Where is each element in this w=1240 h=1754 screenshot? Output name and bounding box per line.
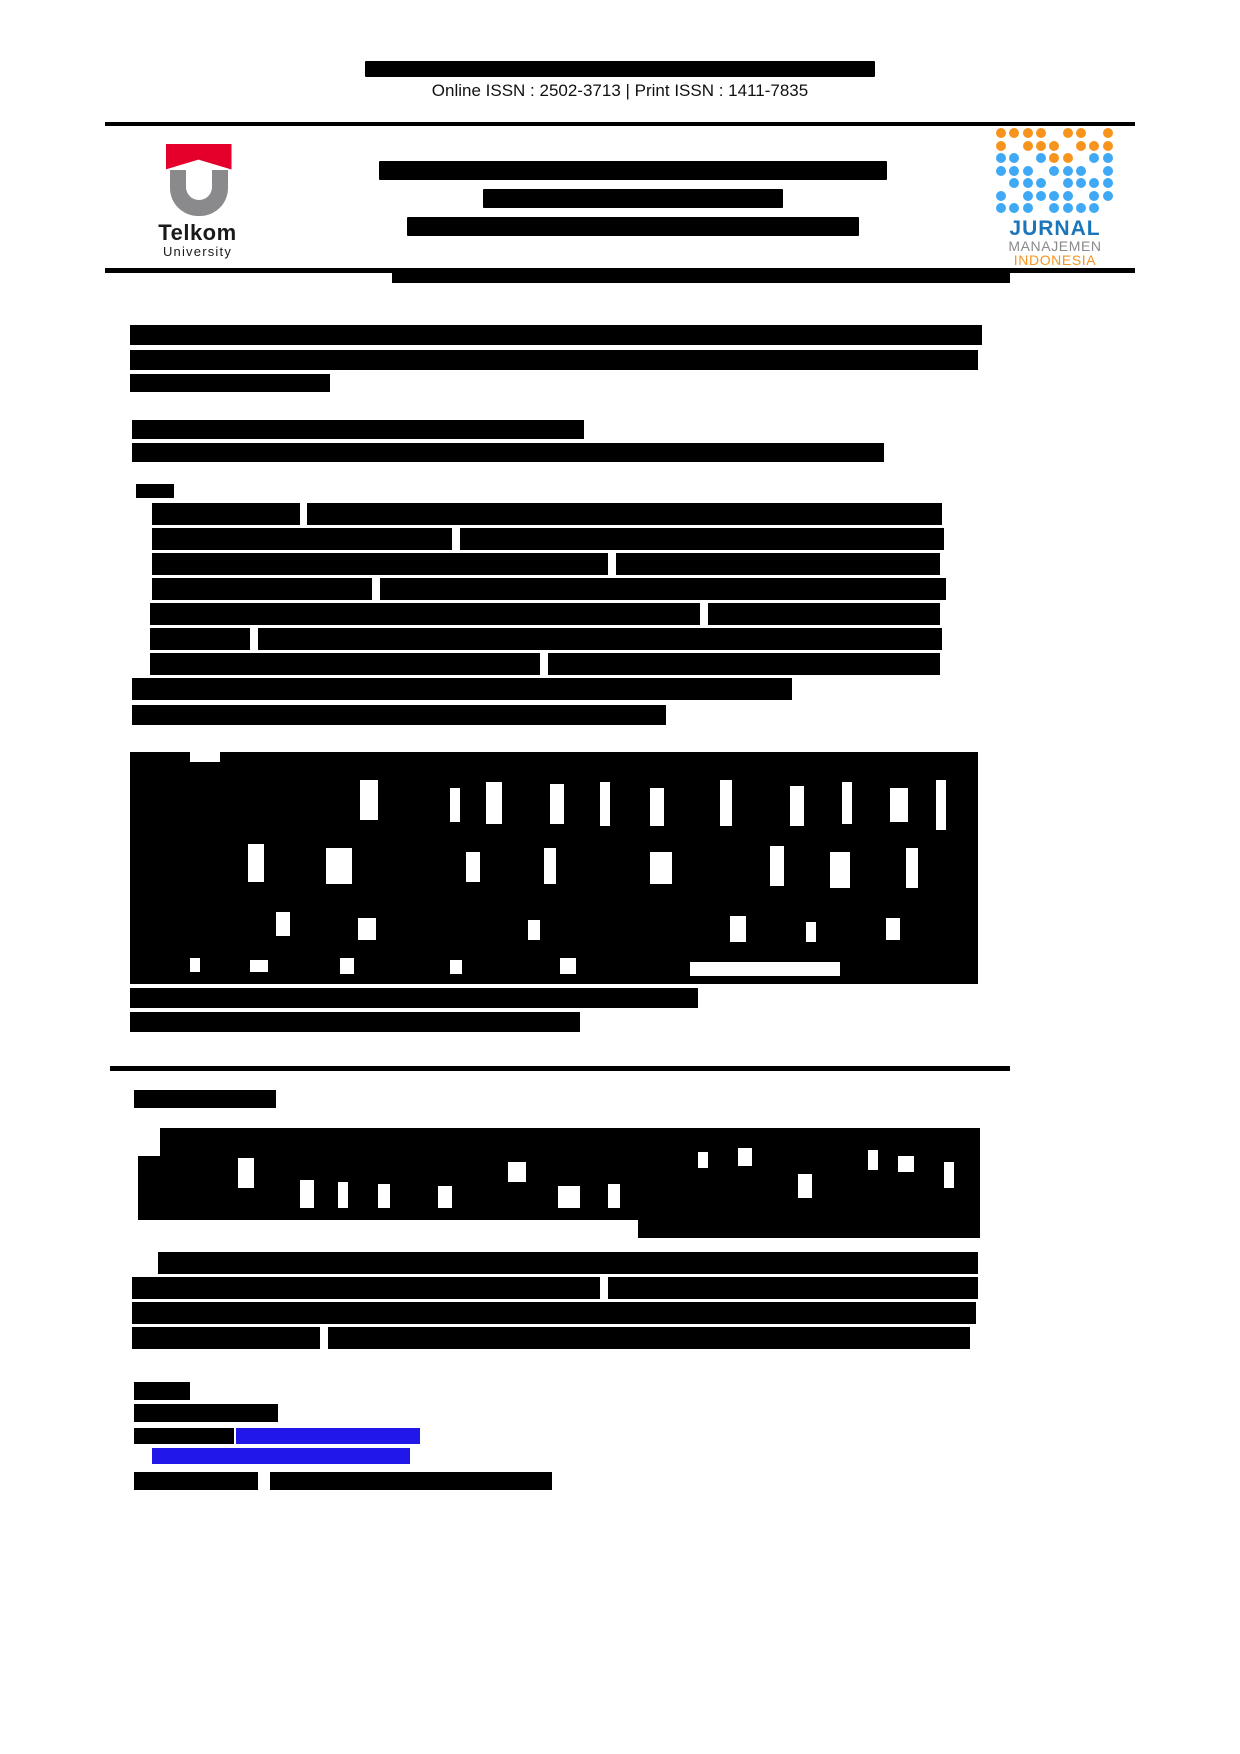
- paragraph-1-line-1: [130, 325, 982, 345]
- footer-line-3: [134, 1428, 234, 1444]
- telkom-grey-shape-icon: [170, 170, 228, 216]
- dense-block-line-2: [152, 528, 944, 550]
- journal-line-redaction: [365, 61, 875, 77]
- footer-line-4: [134, 1472, 258, 1490]
- journal-line: [0, 60, 1240, 77]
- jmi-dot-grid-icon: [996, 128, 1114, 214]
- telkom-wordmark: Telkom: [158, 219, 237, 245]
- dense-block-line-6: [150, 628, 942, 650]
- table-block: [130, 752, 978, 984]
- footer-line-1: [134, 1382, 190, 1400]
- gap: [540, 653, 548, 675]
- banner: [105, 128, 1135, 268]
- article-affiliation-line: [300, 217, 965, 236]
- gap: [700, 603, 708, 625]
- header-band-redaction: [392, 273, 1010, 283]
- gap: [250, 628, 258, 650]
- jmi-subtitle-1: MANAJEMEN: [1008, 237, 1102, 254]
- paragraph-3-line-4: [132, 1327, 970, 1349]
- section-2-heading: [134, 1090, 276, 1108]
- gap: [372, 578, 380, 600]
- table-caption-line-2: [130, 1012, 580, 1032]
- gap: [300, 503, 307, 525]
- article-authors-line: [300, 189, 965, 208]
- paragraph-1-line-3: [130, 374, 330, 392]
- paragraph-2-line-1: [132, 420, 584, 439]
- paragraph-1-line-2: [130, 350, 978, 370]
- telkom-subtext: University: [162, 243, 233, 259]
- section-heading-redaction: [136, 484, 174, 498]
- dense-block-line-8: [132, 678, 792, 700]
- gap: [452, 528, 460, 550]
- masthead: [0, 60, 1240, 101]
- article-title-line-1: [300, 161, 965, 180]
- dense-block-line-5: [150, 603, 940, 625]
- doi-link[interactable]: [152, 1448, 410, 1464]
- jmi-subtitle-2: INDONESIA: [1013, 252, 1097, 269]
- telkom-logo-icon: [152, 144, 244, 218]
- paragraph-3-line-1: [158, 1252, 978, 1274]
- dense-block-line-3: [152, 553, 940, 575]
- dense-block-line-1: [152, 503, 942, 525]
- paragraph-2-line-2: [132, 443, 884, 462]
- gap: [320, 1327, 328, 1349]
- content-block-2: [138, 1128, 980, 1238]
- issn-line: Online ISSN : 2502-3713 | Print ISSN : 1411-7835: [431, 81, 809, 101]
- header-rule-top: [105, 122, 1135, 126]
- dense-block-line-4: [152, 578, 946, 600]
- paragraph-3-line-2: [132, 1277, 978, 1299]
- footer-line-2: [134, 1404, 278, 1422]
- section-divider-rule: [110, 1066, 1010, 1071]
- gap: [600, 1277, 608, 1299]
- telkom-university-logo: [105, 138, 290, 259]
- telkom-red-shape-icon: [166, 144, 232, 170]
- jurnal-manajemen-indonesia-logo: [975, 128, 1135, 268]
- article-title-block: [290, 152, 975, 245]
- dense-block-line-9: [132, 705, 666, 725]
- email-link[interactable]: [236, 1428, 420, 1444]
- gap: [608, 553, 616, 575]
- footer-line-5: [270, 1472, 552, 1490]
- jmi-title: JURNAL: [1009, 216, 1101, 240]
- table-caption-line-1: [130, 988, 698, 1008]
- paragraph-3-line-3: [132, 1302, 976, 1324]
